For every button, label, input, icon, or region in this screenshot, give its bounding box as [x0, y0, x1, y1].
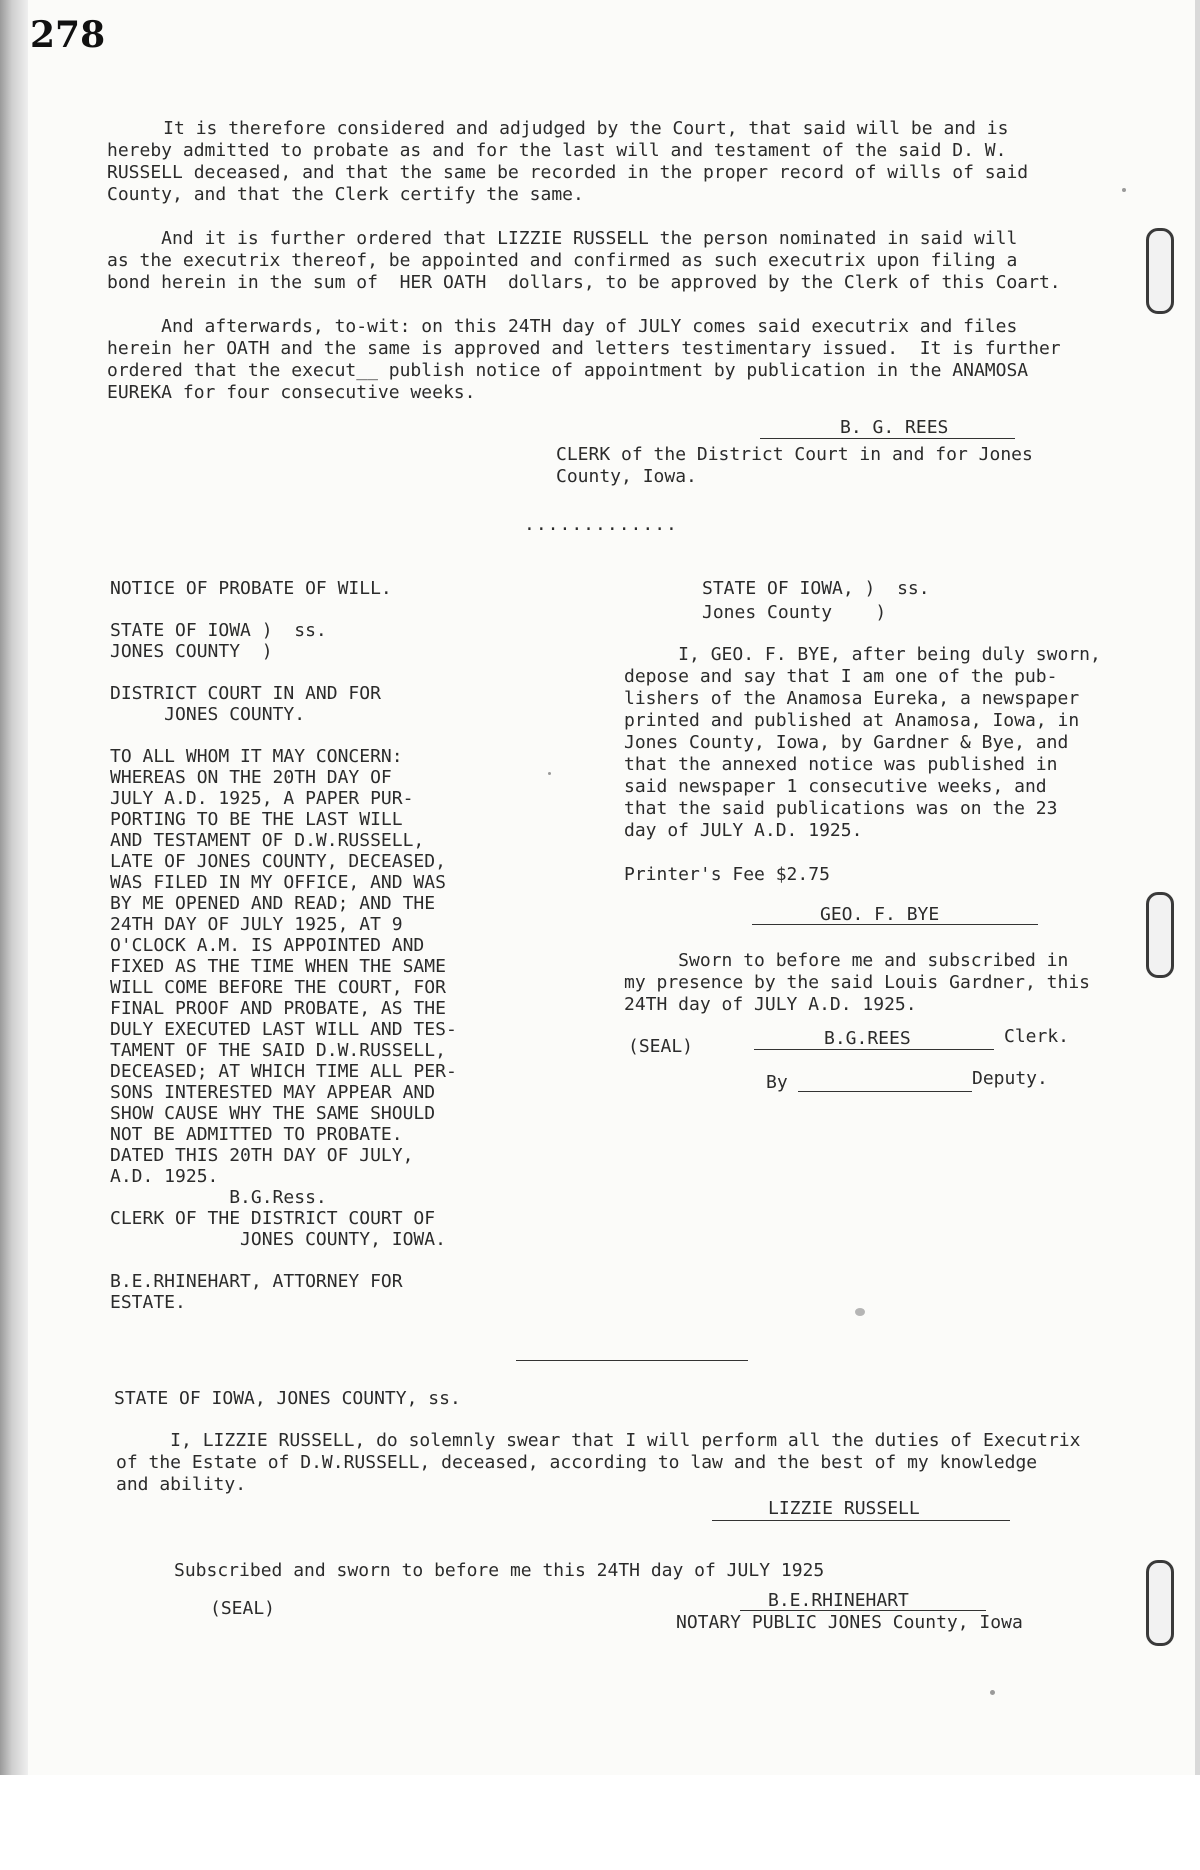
notice-line: BY ME OPENED AND READ; AND THE: [110, 893, 436, 914]
notice-line: DECEASED; AT WHICH TIME ALL PER-: [110, 1061, 457, 1082]
notice-line: JONES COUNTY, IOWA.: [110, 1229, 446, 1250]
sworn-line: 24TH day of JULY A.D. 1925.: [624, 994, 917, 1015]
judgment-line: County, and that the Clerk certify the same.: [107, 184, 584, 205]
judgment-line: RUSSELL deceased, and that the same be recorded in the proper record of wills of said: [107, 162, 1029, 183]
notice-line: STATE OF IOWA ) ss.: [110, 620, 327, 641]
notice-line: LATE OF JONES COUNTY, DECEASED,: [110, 851, 446, 872]
notice-line: NOTICE OF PROBATE OF WILL.: [110, 578, 392, 599]
notice-line: B.E.RHINEHART, ATTORNEY FOR: [110, 1271, 403, 1292]
subscribed-line: Subscribed and sworn to before me this 24TH day of JULY 1925: [174, 1560, 825, 1581]
clerk-title-line: County, Iowa.: [556, 466, 697, 487]
notice-line: JULY A.D. 1925, A PAPER PUR-: [110, 788, 414, 809]
page-edge: [1195, 0, 1200, 1870]
notice-line: FIXED AS THE TIME WHEN THE SAME: [110, 956, 446, 977]
signature-line: [740, 1610, 986, 1611]
judgment-line: It is therefore considered and adjudged by the Court, that said will be and is: [109, 118, 1009, 139]
binder-hole-icon: [1146, 1560, 1174, 1646]
affidavit-venue-line: STATE OF IOWA, ) ss.: [702, 578, 930, 599]
notice-line: A.D. 1925.: [110, 1166, 219, 1187]
notice-line: [110, 599, 457, 620]
section-divider: [516, 1360, 748, 1361]
notice-line: WILL COME BEFORE THE COURT, FOR: [110, 977, 446, 998]
oath-line: of the Estate of D.W.RUSSELL, deceased, according to law and the best of my knowledge: [116, 1452, 1038, 1473]
signature-line: [754, 1049, 994, 1050]
notice-line: TO ALL WHOM IT MAY CONCERN:: [110, 746, 403, 767]
clerk-title-line: CLERK of the District Court in and for Jones: [556, 444, 1033, 465]
oath-line: and ability.: [116, 1474, 247, 1495]
notice-line: B.G.Ress.: [110, 1187, 327, 1208]
affidavit-line: that the annexed notice was published in: [624, 754, 1058, 775]
scan-speck: [1122, 188, 1126, 192]
binder-hole-icon: [1146, 228, 1174, 314]
judgment-line: as the executrix thereof, be appointed and confirmed as such executrix upon filing a: [107, 250, 1018, 271]
publisher-signature: GEO. F. BYE: [820, 904, 940, 925]
deputy-signature-line: [798, 1091, 972, 1092]
notice-line: SONS INTERESTED MAY APPEAR AND: [110, 1082, 436, 1103]
oath-line: I, LIZZIE RUSSELL, do solemnly swear that I will perform all the duties of Executrix: [116, 1430, 1081, 1451]
signature-line: [752, 924, 1038, 925]
scan-speck: [855, 1308, 865, 1316]
affidavit-line: printed and published at Anamosa, Iowa, in: [624, 710, 1080, 731]
judgment-line: ordered that the execut__ publish notice of appointment by publication in the ANAMOSA: [107, 360, 1029, 381]
notary-signature: B.E.RHINEHART: [768, 1590, 909, 1611]
notice-of-probate: [110, 578, 457, 1313]
judgment-line: hereby admitted to probate as and for the last will and testament of the said D. W.: [107, 140, 1007, 161]
notice-line: WAS FILED IN MY OFFICE, AND WAS: [110, 872, 446, 893]
affidavit-line: depose and say that I am one of the pub-: [624, 666, 1058, 687]
page-number: 278: [30, 14, 106, 56]
signature-line: [712, 1520, 1010, 1521]
notice-line: O'CLOCK A.M. IS APPOINTED AND: [110, 935, 425, 956]
clerk-signature: B. G. REES: [840, 417, 949, 438]
seal-label: (SEAL): [210, 1598, 276, 1619]
notice-line: JONES COUNTY ): [110, 641, 273, 662]
notice-line: NOT BE ADMITTED TO PROBATE.: [110, 1124, 403, 1145]
affidavit-line: that the said publications was on the 23: [624, 798, 1058, 819]
notice-line: ESTATE.: [110, 1292, 186, 1313]
affidavit-line: day of JULY A.D. 1925.: [624, 820, 863, 841]
scan-speck: [990, 1690, 995, 1695]
notice-line: PORTING TO BE THE LAST WILL: [110, 809, 403, 830]
sworn-line: Sworn to before me and subscribed in: [624, 950, 1069, 971]
notice-line: [110, 725, 457, 746]
notice-line: TAMENT OF THE SAID D.W.RUSSELL,: [110, 1040, 446, 1061]
notice-line: SHOW CAUSE WHY THE SAME SHOULD: [110, 1103, 436, 1124]
signature-line: [760, 438, 1015, 439]
seal-label: (SEAL): [628, 1036, 694, 1057]
notice-line: JONES COUNTY.: [110, 704, 306, 725]
sworn-line: my presence by the said Louis Gardner, this: [624, 972, 1090, 993]
judgment-line: bond herein in the sum of HER OATH dollars, to be approved by the Clerk of this Coart.: [107, 272, 1061, 293]
affidavit-venue-line: Jones County ): [702, 602, 887, 623]
judgment-line: And it is further ordered that LIZZIE RUSSELL the person nominated in said will: [107, 228, 1018, 249]
notice-line: CLERK OF THE DISTRICT COURT OF: [110, 1208, 436, 1229]
affidavit-line: I, GEO. F. BYE, after being duly sworn,: [624, 644, 1101, 665]
printers-fee: Printer's Fee $2.75: [624, 864, 830, 885]
notice-line: DATED THIS 20TH DAY OF JULY,: [110, 1145, 414, 1166]
scan-speck: [548, 772, 551, 775]
executrix-signature: LIZZIE RUSSELL: [768, 1498, 920, 1519]
binder-hole-icon: [1146, 892, 1174, 978]
affidavit-line: lishers of the Anamosa Eureka, a newspaper: [624, 688, 1080, 709]
judgment-line: And afterwards, to-wit: on this 24TH day of JULY comes said executrix and files: [107, 316, 1018, 337]
notice-line: 24TH DAY OF JULY 1925, AT 9: [110, 914, 403, 935]
notary-title: NOTARY PUBLIC JONES County, Iowa: [676, 1612, 1023, 1633]
deputy-label: Deputy.: [972, 1068, 1048, 1089]
affidavit-line: said newspaper 1 consecutive weeks, and: [624, 776, 1047, 797]
by-label: By: [766, 1072, 788, 1093]
judgment-line: EUREKA for four consecutive weeks.: [107, 382, 476, 403]
judgment-line: herein her OATH and the same is approved and letters testimentary issued. It is further: [107, 338, 1061, 359]
clerk-label: Clerk.: [1004, 1026, 1070, 1047]
notice-line: DISTRICT COURT IN AND FOR: [110, 683, 381, 704]
oath-venue: STATE OF IOWA, JONES COUNTY, ss.: [114, 1388, 461, 1409]
binding-edge: [0, 0, 28, 1870]
clerk-signature: B.G.REES: [824, 1028, 911, 1049]
notice-line: WHEREAS ON THE 20TH DAY OF: [110, 767, 392, 788]
notice-line: [110, 662, 457, 683]
notice-line: [110, 1250, 457, 1271]
notice-line: AND TESTAMENT OF D.W.RUSSELL,: [110, 830, 425, 851]
notice-line: FINAL PROOF AND PROBATE, AS THE: [110, 998, 446, 1019]
affidavit-line: Jones County, Iowa, by Gardner & Bye, and: [624, 732, 1069, 753]
section-separator: .............: [524, 514, 678, 535]
page-bottom-margin: [0, 1775, 1200, 1870]
notice-line: DULY EXECUTED LAST WILL AND TES-: [110, 1019, 457, 1040]
